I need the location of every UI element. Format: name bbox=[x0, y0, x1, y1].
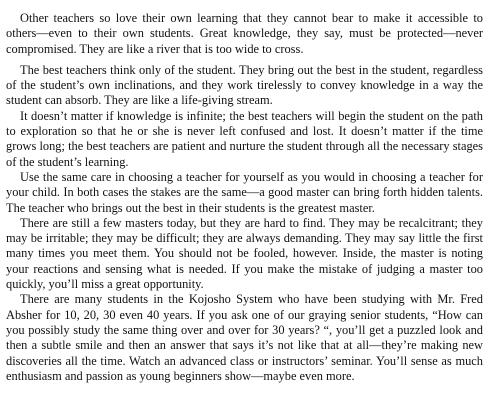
paragraph-2: The best teachers think only of the student. They bring out the best in the student, regardless of the student’s own inclinations, and they work tirelessly to convey knowledge in a way the student can absorb. They are like a life-giving stream. bbox=[6, 62, 483, 108]
paragraph-6: There are many students in the Kojosho System who have been studying with Mr. Fred Absher for 10, 20, 30 even 40 years. If you ask one of our graying senior students, “How can you possibly study the same thing over and over for 30 years? “, you’ll get a puzzled look and then a subtle smile and then an answer that says it’s not like that at all—they’re making new discoveries all the time. Watch an advanced class or instructors’ seminar. You’ll sense as much enthusiasm and passion as young beginners show—maybe even more. bbox=[6, 292, 483, 383]
paragraph-5: There are still a few masters today, but they are hard to find. They may be recalcitrant; they may be irritable; they may be difficult; they are always demanding. They may say little the first many times you meet them. You should not be fooled, however. Inside, the master is noting your reactions and sensing what is needed. If you make the mistake of judging a master too quickly, you’ll miss a great opportunity. bbox=[6, 215, 483, 292]
paragraph-4: Use the same care in choosing a teacher for yourself as you would in choosing a teacher for your child. In both cases the stakes are the same—a good master can bring forth hidden talents. The teacher who brings out the best in their students is the greatest master. bbox=[6, 169, 483, 215]
paragraph-1: Other teachers so love their own learning that they cannot bear to make it accessible to others—even to their own students. Great knowledge, they say, must be protected—never compromised. They are like a river that is too wide to cross. bbox=[6, 11, 483, 56]
paragraph-3: It doesn’t matter if knowledge is infinite; the best teachers will begin the student on the path to exploration so that he or she is never left confused and lost. It doesn’t matter if the time grows long; the best teachers are patient and nurture the student through all the necessary stages of the student’s learning. bbox=[6, 108, 483, 169]
